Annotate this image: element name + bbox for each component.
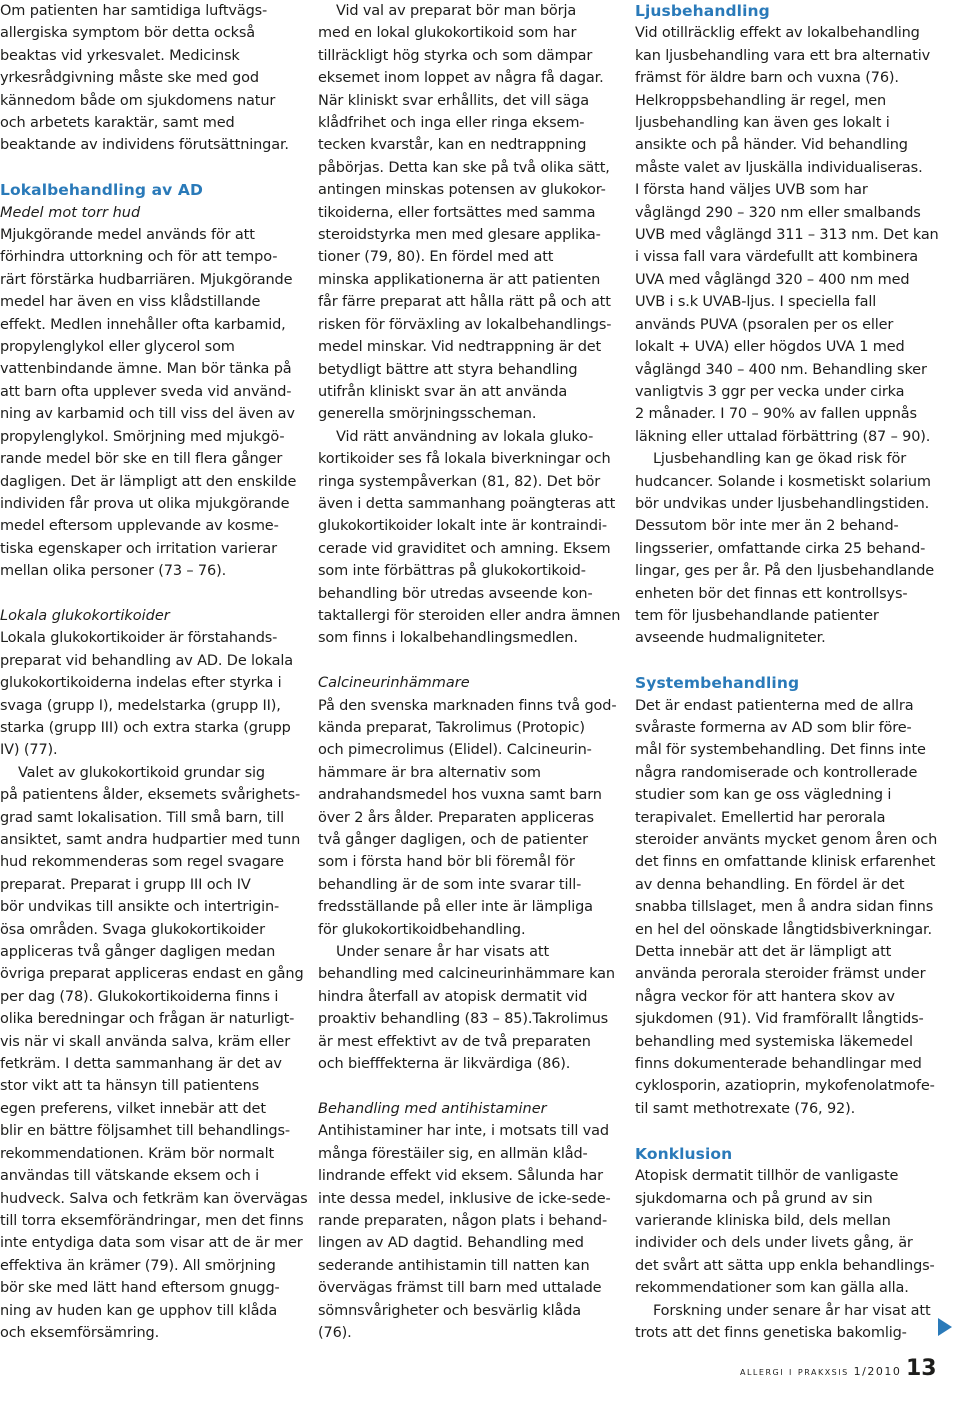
text-line: användas till vätskande eksem och i [0,1168,259,1185]
text-line: ljusbehandling kan även ges lokalt i [635,115,890,132]
text-line: Vid val av preparat bör man börja [336,3,577,19]
text-line: individer och dels under livets gång, är [635,1235,913,1252]
text-line: inte entydiga data som visar att de är mer [0,1235,303,1252]
text-line: använda perorala steroider främst under [635,966,926,983]
paragraph-lokala-glukokortikoider [0,627,300,761]
paragraph-konklusion [635,1165,935,1299]
section-heading-konklusion: Konklusion [635,1144,733,1163]
paragraph-hudcancer-risk [635,448,935,650]
text-line: används PUVA (psoralen per os eller [635,316,894,333]
text-line: rekommendationer som kan gälla alla. [635,1280,909,1297]
text-line: klådfrihet och inga eller ringa eksem- [318,115,585,132]
subheading-calcineurinhammare: Calcineurinhämmare [318,675,470,692]
text-line: Antihistaminer har inte, i motsats till vad [318,1123,609,1140]
text-line: kända preparat, Takrolimus (Protopic) [318,719,585,736]
text-line: det svårt att sätta upp enkla behandlings- [635,1257,935,1274]
text-line: Mjukgörande medel används för att [0,227,255,244]
text-line: UVA med våglängd 320 – 400 nm med [635,271,910,288]
text-line: 2 månader. I 70 – 90% av fallen uppnås [635,406,917,423]
text-line: lingsserier, omfattande cirka 25 behand- [635,540,926,557]
text-line: enheten bör det finnas ett kontrollsys- [635,585,908,602]
paragraph-mjukgorande [0,224,300,583]
column-3 [635,0,939,1344]
text-line: Vid otillräcklig effekt av lokalbehandling [635,25,920,42]
text-line: som inte förbättras på glukokortikoid- [318,563,586,580]
text-line: förhindra uttorkning och för att tempo- [0,249,278,266]
text-line: vis när vi skall använda salva, kräm eller [0,1033,291,1050]
text-line: fetkräm. I detta sammanhang är det av [0,1056,282,1073]
text-line: kortikoider ses få lokala biverkningar och [318,451,611,468]
text-line: rande medel bör ske en till flera gånger [0,451,283,468]
text-line: steroider använts mycket genom åren och [635,832,938,849]
text-line: medel har även en viss klådstillande [0,294,261,311]
text-line: är mest effektivt av de två preparaten [318,1033,591,1050]
paragraph-val-av-preparat [318,0,618,426]
section-heading-ljusbehandling: Ljusbehandling [635,2,770,20]
paragraph-calcineurin [318,695,618,941]
text-line: ösa områden. Svaga glukokortikoider [0,921,265,938]
text-line: Det är endast patienterna med de allra [635,697,914,714]
text-line: eksemet inom loppet av några få dagar. [318,70,604,87]
text-line: med en lokal glukokortikoid som har [318,25,577,42]
text-line: till torra eksemförändringar, men det finns [0,1212,304,1229]
text-line: cerade vid graviditet och amning. Eksem [318,540,611,557]
text-line: stor vikt att ta hänsyn till patientens [0,1078,260,1095]
text-line: betydligt bättre att styra behandling [318,361,578,378]
text-line: UVB med våglängd 311 – 313 nm. Det kan [635,227,939,244]
text-line: taktallergi för steroiden eller andra ämnen [318,607,621,624]
text-line: behandling bör utredas avseende kon- [318,585,593,602]
text-line: beaktas vid yrkesvalet. Medicinsk [0,47,240,64]
text-line: hudcancer. Solande i kosmetiskt solarium [635,473,931,490]
text-line: Forskning under senare år har visat att [653,1302,931,1319]
text-line: utifrån kliniskt svar än att använda [318,383,568,400]
text-line: generella smörjningsscheman. [318,406,537,423]
text-line: som i första hand bör bli föremål för [318,854,575,871]
paragraph-forskning [635,1300,935,1345]
text-line: tioner (79, 80). En fördel med att [318,249,554,266]
text-line: beaktande av individens förutsättningar. [0,137,289,154]
text-line: egen preferens, vilket innebär att det [0,1100,266,1117]
text-line: ning av karbamid och till viss del även av [0,406,295,423]
subheading-torr-hud: Medel mot torr hud [0,204,141,221]
text-line: ansiktet, samt andra hudpartier med tunn [0,832,301,848]
text-line: får färre preparat att hålla rätt på och att [318,294,611,311]
text-line: sömnsvårigheter och besvärlig klåda [318,1302,582,1319]
text-line: hudveck. Salva och fetkräm kan övervägas [0,1190,308,1207]
text-line: svåraste formerna av AD som blir före- [635,719,912,736]
text-line: När kliniskt svar erhållits, det vill säga [318,92,589,109]
text-line: minska applikationerna är att patienten [318,271,601,288]
text-line: och arbetets karaktär, samt med [0,115,235,132]
text-line: per dag (78). Glukokortikoiderna finns i [0,988,279,1005]
text-line: risken för förväxling av lokalbehandlings- [318,316,612,333]
text-line: tem för ljusbehandlande patienter [635,607,879,624]
text-line: steroidstyrka men med glesare applika- [318,227,601,244]
text-line: svaga (grupp I), medelstarka (grupp II), [0,697,281,714]
text-line: inte dessa medel, inklusive de icke-sede- [318,1190,611,1207]
text-line: Ljusbehandling kan ge ökad risk för [653,451,907,468]
text-line: tillräckligt hög styrka och som dämpar [318,47,593,64]
text-line: några veckor för att hantera skov av [635,988,895,1005]
text-line: kan ljusbehandling vara ett bra alternativ [635,47,931,64]
text-line: och pimecrolimus (Elidel). Calcineurin- [318,742,592,759]
text-line: preparat vid behandling av AD. De lokala [0,652,293,669]
text-line: hämmare är bra alternativ som [318,764,541,781]
text-line: tikoiderna, eller fortsättes med samma [318,204,596,221]
text-line: cyklosporin, azatioprin, mykofenolatmofe- [635,1078,935,1095]
text-line: dagligen. Det är lämpligt att den enskilde [0,473,297,490]
column-1 [0,0,308,1344]
text-line: tecken kvarstår, kan en nedtrappning [318,137,587,154]
intro-paragraph [0,0,300,157]
text-line: hindra återfall av atopisk dermatit vid [318,988,588,1005]
text-line: Dessutom bör inte mer än 2 behand- [635,518,899,535]
journal-name: allergi i prakxsis 1/2010 [740,1365,902,1378]
text-line: UVB i s.k UVAB-ljus. I speciella fall [635,294,877,311]
text-line: individen får prova ut olika mjukgörande [0,495,290,512]
text-line: våglängd 340 – 400 nm. Behandling sker [635,361,927,378]
text-line: proaktiv behandling (83 – 85).Takrolimus [318,1011,609,1028]
text-line: bör undvikas till ansikte och intertrigin- [0,899,280,916]
text-line: kännedom både om sjukdomens natur [0,92,276,109]
text-line: Atopisk dermatit tillhör de vanligaste [635,1168,899,1185]
text-line: övervägas främst till barn med uttalade [318,1280,602,1297]
text-line: lingar, ges per år. På den ljusbehandlande [635,563,935,580]
text-line: i vissa fall vara värdefullt att kombinera [635,249,919,266]
text-line: ansikte och på händer. Vid behandling [635,137,908,154]
text-line: på patientens ålder, eksemets svårighets- [0,787,301,804]
page-number: 13 [906,1356,937,1381]
text-line: appliceras två gånger dagligen medan [0,944,276,961]
text-line: vattenbindande ämne. Man bör tänka på [0,361,292,378]
text-line: två gånger dagligen, och de patienter [318,832,588,849]
text-line: av denna behandling. En fördel är det [635,876,905,893]
text-line: til samt methotrexate (76, 92). [635,1100,856,1117]
paragraph-antihistaminer [318,1120,618,1344]
text-line: över 2 års ålder. Preparaten appliceras [318,809,594,826]
text-line: och eksemförsämring. [0,1324,160,1341]
text-line: preparat. Preparat i grupp III och IV [0,876,251,893]
text-line: behandling med systemiska läkemedel [635,1033,913,1050]
text-line: en hel del oönskade långtidsbiverkningar. [635,921,932,938]
text-line: lingen av AD dagtid. Behandling med [318,1235,584,1252]
text-line: Vid rätt användning av lokala gluko- [336,428,594,445]
text-line: medel eftersom upplevande av kosme- [0,518,279,535]
paragraph-ratt-anvandning [318,426,621,650]
section-heading-lokalbehandling: Lokalbehandling av AD [0,181,203,200]
subheading-antihistaminer: Behandling med antihistaminer [318,1100,547,1117]
section-heading-systembehandling: Systembehandling [635,674,800,693]
text-line: hud rekommenderas som regel svagare [0,854,284,871]
text-line: sederande antihistamin till natten kan [318,1257,590,1274]
text-line: Detta innebär att det är lämpligt att [635,944,892,961]
paragraph-ljusbehandling [635,22,939,448]
text-line: I första hand väljes UVB som har [635,182,868,199]
subheading-glukokortikoider: Lokala glukokortikoider [0,607,170,624]
text-line: rekommendationen. Kräm bör normalt [0,1145,274,1162]
text-line: trots att det finns genetiska bakomlig- [635,1324,907,1341]
text-line: behandling är de som inte svarar till- [318,876,582,893]
text-line: våglängd 290 – 320 nm eller smalbands [635,204,921,221]
text-line: starka (grupp III) och extra starka (grupp [0,719,291,736]
text-line: effektiva än krämer (79). All smörjning [0,1257,276,1274]
text-line: och biefffekterna är likvärdiga (86). [318,1056,571,1073]
text-line: mellan olika personer (73 – 76). [0,563,227,580]
text-line: ringa systempåverkan (81, 82). Det bör [318,473,601,490]
text-line: snabba tillslaget, men å andra sidan finns [635,899,934,916]
text-line: andrahandsmedel hos vuxna samt barn [318,787,602,804]
text-line: avseende hudmaligniteter. [635,630,826,647]
text-line: På den svenska marknaden finns två god- [318,697,617,714]
text-line: Under senare år har visats att [336,944,549,961]
text-line: propylenglykol eller glycerol som [0,339,235,356]
text-line: påbörjas. Detta kan ske på två olika sätt, [318,159,610,176]
column-2 [318,0,621,1344]
text-line: behandling med calcineurinhämmare kan [318,966,615,983]
text-line: läkning eller uttalad förbättring (87 – 90). [635,428,931,445]
text-line: medel minskar. Vid nedtrappning är det [318,339,602,356]
text-line: rärt förstärka hudbarriären. Mjukgörande [0,271,293,288]
paragraph-under-senare-ar [318,941,618,1075]
text-line: propylenglykol. Smörjning med mjukgö- [0,428,285,445]
text-line: effekt. Medlen innehåller ofta karbamid, [0,316,286,333]
text-line: glukokortikoider lokalt inte är kontraindi- [318,518,607,535]
text-line: (76). [318,1324,352,1341]
text-line: terapivalet. Emellertid har perorala [635,809,886,826]
text-line: blir en bättre följsamhet till behandlings- [0,1123,290,1140]
text-line: som finns i lokalbehandlingsmedlen. [318,630,578,647]
text-line: även i detta sammanhang poängteras att [318,495,616,512]
text-line: olika beredningar och frågan är naturligt- [0,1011,295,1028]
paragraph-valet [0,762,308,1345]
text-line: finns dokumenterade behandlingar med [635,1056,922,1073]
text-line: Helkroppsbehandling är regel, men [635,92,887,109]
text-line: tiska egenskaper och irritation varierar [0,540,277,557]
text-line: många förestäiler sig, en allmän klåd- [318,1145,588,1162]
text-line: varierande kliniska bild, dels mellan [635,1212,891,1229]
text-line: lokalt + UVA) eller högdos UVA 1 med [635,339,905,356]
text-line: för glukokortikoidbehandling. [318,921,526,938]
text-line: bör ske med lätt hand eftersom gnugg- [0,1280,280,1297]
text-line: lindrande effekt vid eksem. Sålunda har [318,1168,603,1185]
text-line: bör undvikas under ljusbehandlingstiden. [635,495,930,512]
text-line: Om patienten har samtidiga luftvägs- [0,3,268,19]
text-line: några randomiserade och kontrollerade [635,764,918,781]
continue-arrow-icon [938,1318,952,1336]
text-line: glukokortikoiderna indelas efter styrka i [0,675,282,692]
text-line: främst för äldre barn och vuxna (76). [635,70,899,87]
text-line: allergiska symptom bör detta också [0,25,255,42]
text-line: IV) (77). [0,742,58,759]
text-line: yrkesrådgivning måste ske med god [0,70,259,87]
text-line: Lokala glukokortikoider är förstahands- [0,630,278,647]
text-line: studier som kan ge oss vägledning i [635,787,892,804]
text-line: det finns en omfattande klinisk erfarenhet [635,854,936,871]
text-line: antingen minskas potensen av glukokor- [318,182,606,199]
text-line: sjukdomen (91). Vid framförallt långtids- [635,1011,924,1028]
text-line: måste valet av ljuskälla individualiseras. [635,159,923,176]
text-line: grad samt lokalisation. Till små barn, till [0,809,284,826]
text-line: att barn ofta upplever sveda vid använd- [0,383,292,400]
text-line: fredsställande på eller inte är lämpliga [318,899,593,916]
paragraph-systembehandling [635,695,938,1121]
text-line: Valet av glukokortikoid grundar sig [18,764,265,781]
text-line: rande preparaten, någon plats i behand- [318,1212,608,1229]
text-line: övriga preparat appliceras endast en gång [0,966,304,983]
text-line: vanligtvis 3 ggr per vecka under cirka [635,383,905,400]
text-line: ning av huden kan ge upphov till klåda [0,1302,278,1319]
text-line: sjukdomarna och på grund av sin [635,1190,873,1207]
text-line: mål för systembehandling. Det finns inte [635,742,926,759]
